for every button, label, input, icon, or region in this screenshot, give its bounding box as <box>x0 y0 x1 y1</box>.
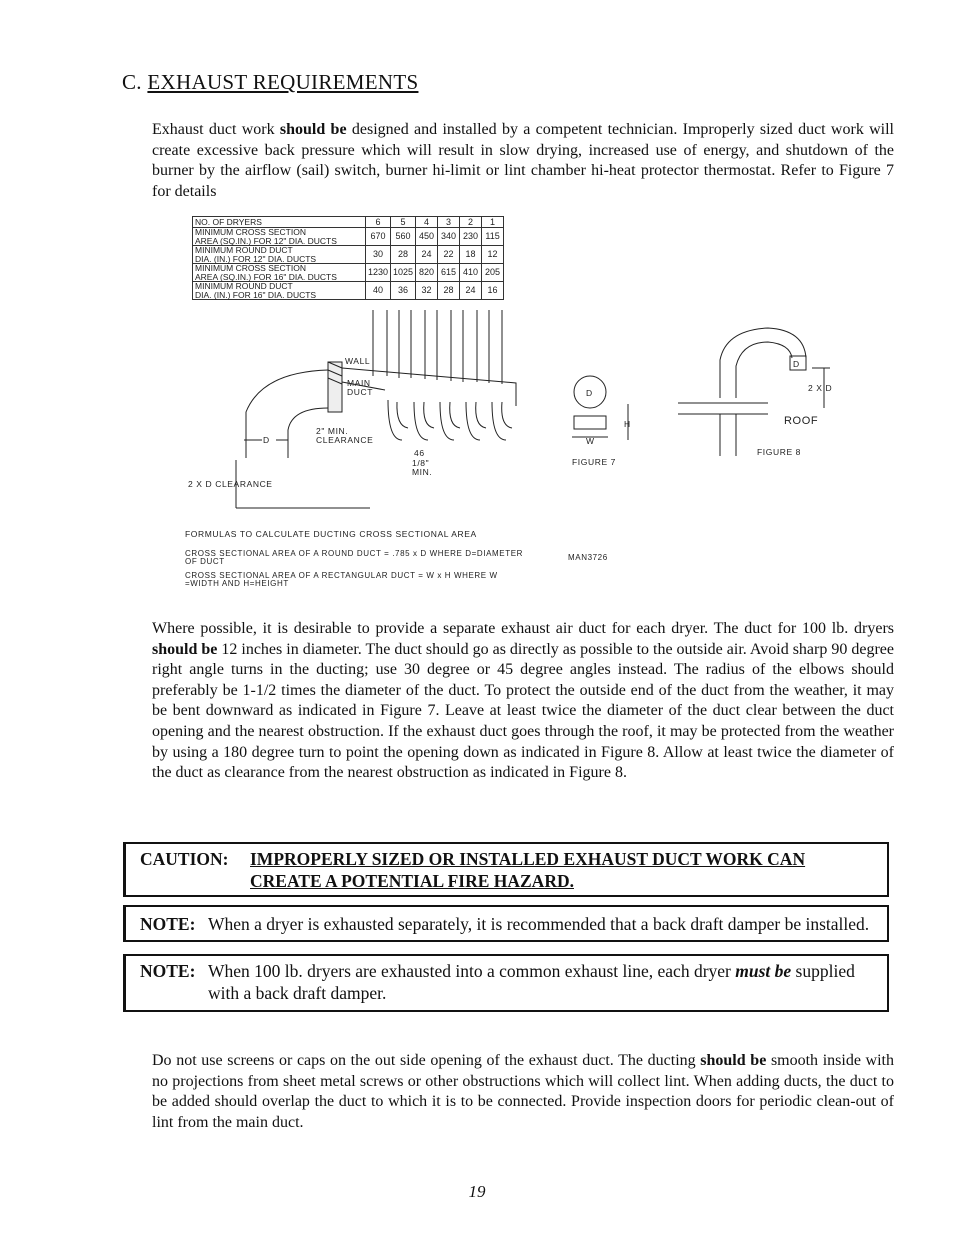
angle-label: 46 <box>414 448 425 458</box>
table-cell: 230 <box>460 228 482 246</box>
min-gap-label-1: 1/8" <box>412 458 430 468</box>
table-cell: MINIMUM ROUND DUCT DIA. (IN.) FOR 12" DIA. DUCTS <box>193 246 366 264</box>
note1-text: When a dryer is exhausted separately, it is recommended that a back draft damper be installed. <box>208 914 870 934</box>
table-cell: 24 <box>460 282 482 300</box>
note2-line-1: When 100 lb. dryers are exhausted into a common exhaust line, each dryer must be supplied <box>208 961 855 981</box>
table-cell: 115 <box>482 228 504 246</box>
figure7-caption: FIGURE 7 <box>572 457 617 467</box>
table-cell: MINIMUM ROUND DUCT DIA. (IN.) FOR 16" DIA. DUCTS <box>193 282 366 300</box>
table-cell: 820 <box>416 264 438 282</box>
table-cell: 36 <box>391 282 416 300</box>
intro-text-1: Exhaust duct work <box>152 121 280 138</box>
formula-rect-1: CROSS SECTIONAL AREA OF A RECTANGULAR DUCT = W x H WHERE W <box>185 571 498 580</box>
w-label: W <box>586 436 595 446</box>
main-duct-label-1: MAIN <box>347 378 371 388</box>
note2-line-2: with a back draft damper. <box>208 983 387 1003</box>
table-cell: 450 <box>416 228 438 246</box>
table-cell: 6 <box>366 217 391 228</box>
formula-rect-2: =WIDTH AND H=HEIGHT <box>185 579 289 588</box>
table-cell: 1 <box>482 217 504 228</box>
table-cell: 22 <box>438 246 460 264</box>
table-cell: MINIMUM CROSS SECTION AREA (SQ.IN.) FOR 12" DIA. DUCTS <box>193 228 366 246</box>
formula-round-1: CROSS SECTIONAL AREA OF A ROUND DUCT = .785 x D WHERE D=DIAMETER <box>185 549 524 558</box>
clearance-label-1: 2" MIN. <box>316 426 349 436</box>
fig8-d-label: D <box>793 359 800 369</box>
figure8-caption: FIGURE 8 <box>757 447 802 457</box>
table-cell: 12 <box>482 246 504 264</box>
roof-label: ROOF <box>784 415 819 427</box>
intro-text-2: designed and installed by a competent technician. Improperly sized duct work will create excessive back pressure which will result in slow drying, increased use of energy, and shutdown of the burner by the airflow (sail) switch, burner hi-limit or lint chamber hi-heat protector thermostat. Refer to Figure 7 for details <box>152 121 895 200</box>
ducting-paragraph <box>152 1051 894 1133</box>
clearance-2xd-label: 2 X D CLEARANCE <box>188 479 273 489</box>
caution-label: CAUTION: <box>140 849 229 869</box>
note1-label: NOTE: <box>140 914 196 934</box>
table-cell: 28 <box>438 282 460 300</box>
exhaust-duct-diagram <box>0 0 954 620</box>
table-cell: 1025 <box>391 264 416 282</box>
table-cell: 670 <box>366 228 391 246</box>
table-cell: 3 <box>438 217 460 228</box>
table-cell: 16 <box>482 282 504 300</box>
section-title: EXHAUST REQUIREMENTS <box>147 70 419 94</box>
note-box-2 <box>123 954 889 1012</box>
manual-code: MAN3726 <box>568 553 608 562</box>
table-cell: 18 <box>460 246 482 264</box>
table-cell: NO. OF DRYERS <box>193 217 366 228</box>
table-cell: 205 <box>482 264 504 282</box>
table-cell: 615 <box>438 264 460 282</box>
circle-d-label: D <box>586 388 593 398</box>
table-cell: 40 <box>366 282 391 300</box>
para2-text-1: Where possible, it is desirable to provide a separate exhaust air duct for each dryer. The duct for 100 lb. dryers <box>152 620 894 637</box>
h-label: H <box>624 419 631 429</box>
caution-line-1: IMPROPERLY SIZED OR INSTALLED EXHAUST DUCT WORK CAN <box>250 849 806 869</box>
d-label: D <box>263 435 270 445</box>
main-duct-label-2: DUCT <box>347 387 374 397</box>
table-cell: 24 <box>416 246 438 264</box>
para3-text-2: smooth inside with no projections from sheet metal screws or other obstructions which will collect lint. When adding ducts, the duct to be added should overlap the duct to which it is to be connected. Provide inspection doors for periodic clean-out of lint from the main duct. <box>152 1052 895 1131</box>
table-cell: 32 <box>416 282 438 300</box>
section-prefix: C. <box>122 70 148 94</box>
duct-paragraph <box>152 619 894 784</box>
para3-text-1: Do not use screens or caps on the out side opening of the exhaust duct. The ducting <box>152 1052 701 1069</box>
intro-bold: should be <box>279 121 347 138</box>
caution-box <box>123 842 889 897</box>
table-cell: 5 <box>391 217 416 228</box>
formulas-heading: FORMULAS TO CALCULATE DUCTING CROSS SECTIONAL AREA <box>185 529 477 539</box>
min-gap-label-2: MIN. <box>412 467 433 477</box>
note2-label: NOTE: <box>140 961 196 981</box>
wall-label: WALL <box>345 356 371 366</box>
page-number: 19 <box>468 1182 486 1201</box>
para2-bold: should be <box>152 640 218 658</box>
table-cell: 1230 <box>366 264 391 282</box>
table-cell: 410 <box>460 264 482 282</box>
table-cell: 28 <box>391 246 416 264</box>
caution-line-2: CREATE A POTENTIAL FIRE HAZARD. <box>250 871 574 891</box>
note-box-1 <box>123 905 889 942</box>
para2-text-2: 12 inches in diameter. The duct should go as directly as possible to the outside air. Avoid sharp 90 degree right angle turns in the ducting; use 30 degree or 45 degree angles instead. The radius of the elbows should preferably be 1-1/2 times the diameter of the duct. To protect the outside end of the duct from the weather, it may be bent downward as indicated in Figure 7. Leave at least twice the diameter of the duct clear between the duct opening and the nearest obstruction. If the exhaust duct goes through the roof, it may be protected from the weather by using a 180 degree turn to point the opening down as indicated in Figure 8. Allow at least twice the diameter of the duct as clearance from the nearest obstruction as indicated in Figure 8. <box>152 640 894 782</box>
table-cell: MINIMUM CROSS SECTION AREA (SQ.IN.) FOR 16" DIA. DUCTS <box>193 264 366 282</box>
para3-bold: should be <box>700 1052 767 1069</box>
table-cell: 4 <box>416 217 438 228</box>
formula-round-2: OF DUCT <box>185 557 225 566</box>
table-cell: 2 <box>460 217 482 228</box>
table-cell: 560 <box>391 228 416 246</box>
table-cell: 30 <box>366 246 391 264</box>
clearance-label-2: CLEARANCE <box>316 435 374 445</box>
fig8-2xd-label: 2 X D <box>808 383 833 393</box>
table-cell: 340 <box>438 228 460 246</box>
